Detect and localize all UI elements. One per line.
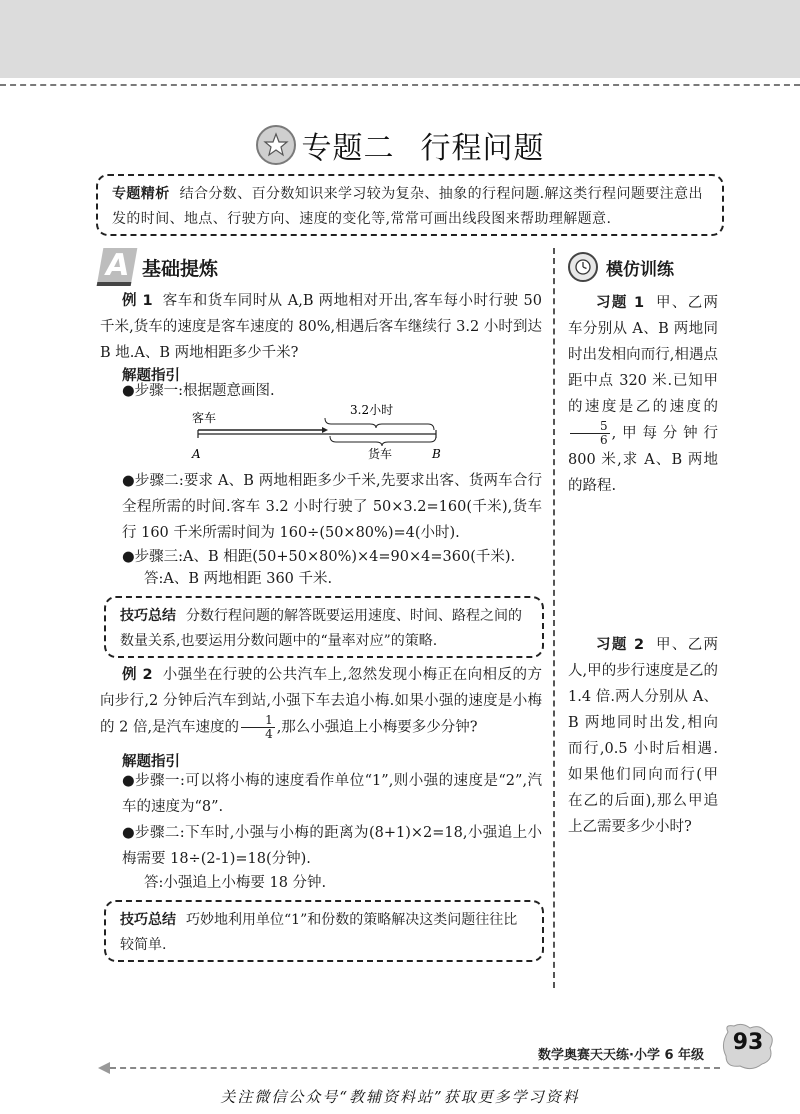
top-dashed-rule <box>0 84 800 86</box>
example2-problem <box>100 662 542 741</box>
section-b-title: 模仿训练 <box>606 259 674 280</box>
exercise2-text: 甲、乙两人,甲的步行速度是乙的 1.4 倍.两人分别从 A、B 两地同时出发,相向而行,0.5 小时后相遇.如果他们同向而行(甲在乙的后面),那么甲追上乙需要多少小时? <box>568 637 719 835</box>
time-brace <box>325 418 434 430</box>
example1-text: 客车和货车同时从 A,B 两地相对开出,客车每小时行驶 50 千米,货车的速度是客车速度的 80%,相遇后客车继续行 3.2 小时到达 B 地.A、B 两地相距多少千米? <box>100 293 543 361</box>
footer-book-title: 数学奥赛天天练·小学 6 年级 <box>538 1048 705 1063</box>
diagram-label-time: 3.2小时 <box>350 403 394 417</box>
exercise2 <box>568 632 718 840</box>
tip1-label: 技巧总结 <box>120 608 176 624</box>
tip1-text: 分数行程问题的解答既要运用速度、时间、路程之间的数量关系,也要运用分数问题中的“量率对应”的策略. <box>120 608 522 649</box>
section-basic-header <box>100 248 218 286</box>
tip1-box <box>104 596 544 658</box>
exercise1 <box>568 290 718 499</box>
example2-step2: ●步骤二:下车时,小强与小梅的距离为(8+1)×2=18,小强追上小梅需要 18÷(2-1)=18(分钟). <box>122 825 542 867</box>
tip2-label: 技巧总结 <box>120 912 176 928</box>
top-gray-band <box>0 0 800 78</box>
footer-watermark: 关注微信公众号“教辅资料站”获取更多学习资料 <box>220 1088 580 1106</box>
exercise1-text-before: 甲、乙两车分别从 A、B 两地同时出发相向而行,相遇点距中点 320 米.已知甲的速度是乙的速度的 <box>568 295 719 415</box>
title-topic: 专题二 <box>301 131 395 166</box>
section-practice-header <box>568 252 674 282</box>
example2-answer: 答:小强追上小梅要 18 分钟. <box>144 875 327 891</box>
example1-problem <box>100 288 542 366</box>
clock-icon <box>568 252 598 282</box>
page-title <box>0 120 800 170</box>
footer-dashed-rule <box>110 1067 720 1069</box>
tip2-box <box>104 900 544 962</box>
example1-guide-label: 解题指引 <box>122 368 180 384</box>
diagram-label-truck: 货车 <box>368 447 393 461</box>
example2-guide-label: 解题指引 <box>122 754 180 770</box>
example2-label: 例 2 <box>122 667 153 683</box>
example1-label: 例 1 <box>122 293 153 309</box>
intro-box <box>96 174 724 236</box>
line-segment-diagram <box>190 400 460 462</box>
example2-text-after: ,那么小强追上小梅要多少分钟? <box>276 719 478 736</box>
tip2-text: 巧妙地利用单位“1”和份数的策略解决这类问题往往比较简单. <box>120 912 518 953</box>
example2-step1: ●步骤一:可以将小梅的速度看作单位“1”,则小强的速度是“2”,汽车的速度为“8”. <box>122 773 542 815</box>
intro-label: 专题精析 <box>112 186 170 202</box>
exercise1-text-after: ,甲每分钟行 800 米,求 A、B 两地的路程. <box>568 425 718 494</box>
example1-step2: ●步骤二:要求 A、B 两地相距多少千米,先要求出客、货两车合行全程所需的时间.客车 3.2 小时行驶了 50×3.2=160(千米),货车行 160 千米所需时间为 160÷(50×80%)=4(小时). <box>122 473 542 541</box>
exercise1-label: 习题 1 <box>596 295 645 311</box>
column-separator <box>553 248 555 988</box>
intro-text: 结合分数、百分数知识来学习较为复杂、抽象的行程问题.解这类行程问题要注意出发的时间、地点、行驶方向、速度的变化等,常常可画出线段图来帮助理解题意. <box>112 186 703 227</box>
example1-step3: ●步骤三:A、B 相距(50+50×80%)×4=90×4=360(千米). <box>122 549 516 565</box>
example1-step1: ●步骤一:根据题意画图. <box>122 383 275 399</box>
star-icon <box>256 125 296 165</box>
diagram-label-a: A <box>192 447 201 461</box>
example1-answer: 答:A、B 两地相距 360 千米. <box>144 571 333 587</box>
exercise1-frac-den: 6 <box>600 433 608 447</box>
diagram-label-b: B <box>432 447 441 461</box>
section-a-badge: A <box>97 248 138 286</box>
diagram-label-bus: 客车 <box>192 411 217 425</box>
exercise1-frac-num: 5 <box>570 420 610 434</box>
example2-text-before: 小强坐在行驶的公共汽车上,忽然发现小梅正在向相反的方向步行,2 分钟后汽车到站,小强下车去追小梅.如果小强的速度是小梅的 2 倍,是汽车速度的 <box>100 667 542 736</box>
exercise2-label: 习题 2 <box>596 637 645 653</box>
example2-frac-den: 4 <box>265 727 273 741</box>
section-a-title: 基础提炼 <box>142 257 219 280</box>
exercise1-fraction <box>570 420 610 447</box>
title-name: 行程问题 <box>420 131 545 166</box>
truck-brace <box>330 436 436 446</box>
bus-arrow-icon <box>322 427 328 433</box>
page-number: 93 <box>732 1030 764 1055</box>
example2-frac-num: 1 <box>241 714 275 728</box>
example2-fraction <box>241 714 275 741</box>
